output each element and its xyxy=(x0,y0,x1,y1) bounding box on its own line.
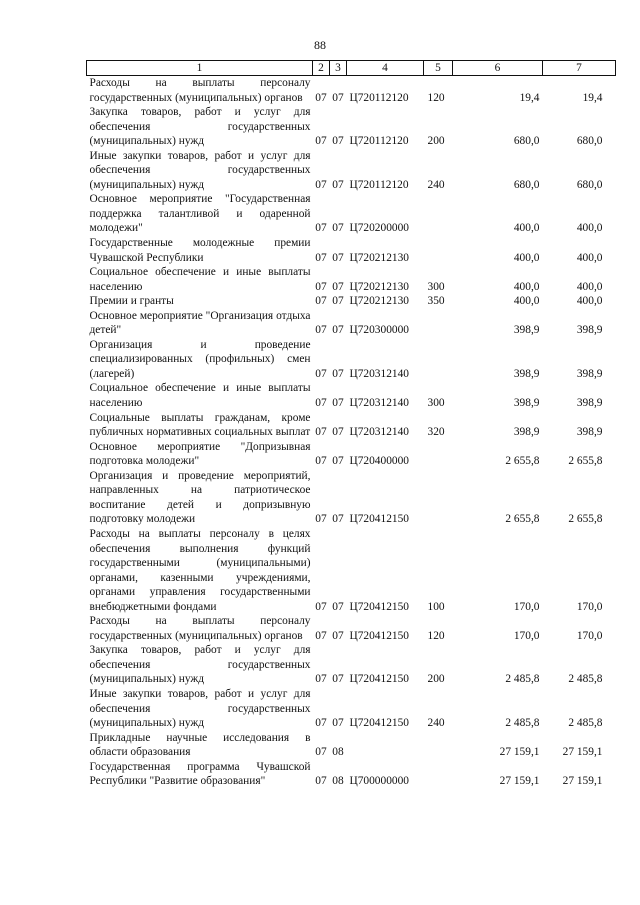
row-amount-col7: 398,9 xyxy=(576,426,603,439)
row-expense-type: 200 xyxy=(427,673,445,686)
row-subsection: 07 xyxy=(332,91,344,104)
row-subsection: 07 xyxy=(332,324,344,337)
row-subsection: 07 xyxy=(332,513,344,526)
row-name: Организация и проведение мероприятий, направленных на патриотическое воспитание детей и допризывную подготовку молодежи xyxy=(89,469,311,526)
row-amount-col7: 170,0 xyxy=(576,629,603,642)
row-target-article: Ц720412150 xyxy=(349,673,409,686)
row-amount-col7: 400,0 xyxy=(576,251,603,264)
row-amount-col6: 27 159,1 xyxy=(499,746,540,759)
header-col-7: 7 xyxy=(543,61,616,76)
row-subsection: 07 xyxy=(332,295,344,308)
row-subsection: 07 xyxy=(332,280,344,293)
table-row xyxy=(87,338,616,382)
row-target-article: Ц720412150 xyxy=(349,600,409,613)
row-section: 07 xyxy=(315,775,327,788)
row-section: 07 xyxy=(315,746,327,759)
row-name: Закупка товаров, работ и услуг для обеспечения государственных (муниципальных) нужд xyxy=(89,644,311,686)
row-amount-col6: 2 655,8 xyxy=(505,513,540,526)
row-name: Основное мероприятие "Государственная поддержка талантливой и одаренной молодежи" xyxy=(89,193,311,235)
header-col-6: 6 xyxy=(453,61,543,76)
row-target-article: Ц720312140 xyxy=(349,426,409,439)
row-section: 07 xyxy=(315,91,327,104)
row-section: 07 xyxy=(315,673,327,686)
row-expense-type: 300 xyxy=(427,397,445,410)
row-expense-type xyxy=(424,309,453,338)
row-amount-col6: 27 159,1 xyxy=(499,775,540,788)
table-row xyxy=(87,76,616,106)
header-col-1: 1 xyxy=(87,61,313,76)
table-row xyxy=(87,294,616,309)
row-section: 07 xyxy=(315,251,327,264)
row-target-article: Ц720112120 xyxy=(349,178,409,191)
row-amount-col7: 27 159,1 xyxy=(562,746,603,759)
row-name: Расходы на выплаты персоналу государственных (муниципальных) органов xyxy=(89,77,311,104)
table-row xyxy=(87,236,616,265)
row-amount-col6: 19,4 xyxy=(519,91,540,104)
row-target-article: Ц720300000 xyxy=(349,324,409,337)
row-subsection: 07 xyxy=(332,717,344,730)
row-section: 07 xyxy=(315,600,327,613)
row-amount-col6: 398,9 xyxy=(513,367,540,380)
row-target-article: Ц720212130 xyxy=(349,295,409,308)
row-name: Премии и гранты xyxy=(89,295,174,308)
row-amount-col6: 398,9 xyxy=(513,397,540,410)
row-section: 07 xyxy=(315,717,327,730)
row-name: Государственная программа Чувашской Республики "Развитие образования" xyxy=(89,760,311,788)
row-name: Расходы на выплаты персоналу государственных (муниципальных) органов xyxy=(89,615,311,642)
row-name: Расходы на выплаты персоналу в целях обеспечения выполнения функций государственными (муниципальными) органами, казенными учреждениями, органами управления государственными внебюджетными фондами xyxy=(89,527,311,613)
row-section: 07 xyxy=(315,324,327,337)
row-section: 07 xyxy=(315,222,327,235)
row-expense-type xyxy=(424,760,453,789)
row-name: Социальное обеспечение и иные выплаты населению xyxy=(89,382,311,410)
row-amount-col7: 680,0 xyxy=(576,135,603,148)
row-amount-col7: 398,9 xyxy=(576,397,603,410)
row-amount-col7: 398,9 xyxy=(576,324,603,337)
table-body xyxy=(87,76,616,789)
row-amount-col7: 2 655,8 xyxy=(568,455,603,468)
row-target-article: Ц720412150 xyxy=(349,629,409,642)
row-section: 07 xyxy=(315,455,327,468)
row-amount-col6: 400,0 xyxy=(513,251,540,264)
row-target-article: Ц720112120 xyxy=(349,91,409,104)
row-section: 07 xyxy=(315,397,327,410)
row-expense-type: 300 xyxy=(427,280,445,293)
table-row xyxy=(87,614,616,643)
row-subsection: 07 xyxy=(332,673,344,686)
row-subsection: 07 xyxy=(332,455,344,468)
row-subsection: 08 xyxy=(332,746,344,759)
row-name: Социальное обеспечение и иные выплаты населению xyxy=(89,266,311,293)
row-amount-col6: 398,9 xyxy=(513,324,540,337)
row-section: 07 xyxy=(315,426,327,439)
row-target-article: Ц720212130 xyxy=(349,280,409,293)
row-name: Иные закупки товаров, работ и услуг для обеспечения государственных (муниципальных) нужд xyxy=(89,149,311,191)
table-row xyxy=(87,731,616,760)
row-amount-col7: 2 655,8 xyxy=(568,513,603,526)
row-expense-type: 120 xyxy=(427,629,445,642)
budget-table xyxy=(86,60,616,789)
row-expense-type: 240 xyxy=(427,717,445,730)
row-subsection: 07 xyxy=(332,135,344,148)
row-amount-col7: 680,0 xyxy=(576,178,603,191)
table-row xyxy=(87,411,616,440)
row-amount-col6: 400,0 xyxy=(513,222,540,235)
table-row xyxy=(87,265,616,294)
row-amount-col6: 400,0 xyxy=(513,295,540,308)
header-col-5: 5 xyxy=(424,61,453,76)
row-subsection: 07 xyxy=(332,629,344,642)
row-subsection: 07 xyxy=(332,397,344,410)
row-section: 07 xyxy=(315,629,327,642)
row-target-article xyxy=(347,731,424,760)
row-amount-col7: 400,0 xyxy=(576,280,603,293)
table-row xyxy=(87,440,616,469)
table-row xyxy=(87,149,616,193)
row-section: 07 xyxy=(315,367,327,380)
header-row xyxy=(87,61,616,76)
row-target-article: Ц700000000 xyxy=(349,775,409,788)
row-target-article: Ц720312140 xyxy=(349,367,409,380)
row-section: 07 xyxy=(315,280,327,293)
row-name: Основное мероприятие "Допризывная подготовка молодежи" xyxy=(89,440,311,468)
table-row xyxy=(87,381,616,410)
row-target-article: Ц720412150 xyxy=(349,717,409,730)
row-expense-type: 350 xyxy=(427,295,445,308)
row-target-article: Ц720312140 xyxy=(349,397,409,410)
row-subsection: 07 xyxy=(332,367,344,380)
row-amount-col6: 170,0 xyxy=(513,600,540,613)
header-col-3: 3 xyxy=(330,61,347,76)
row-expense-type: 200 xyxy=(427,135,445,148)
row-subsection: 07 xyxy=(332,426,344,439)
table-row xyxy=(87,643,616,687)
row-expense-type: 120 xyxy=(427,91,445,104)
row-target-article: Ц720400000 xyxy=(349,455,409,468)
row-expense-type xyxy=(424,731,453,760)
row-target-article: Ц720200000 xyxy=(349,222,409,235)
row-amount-col7: 19,4 xyxy=(582,91,603,104)
row-amount-col6: 2 655,8 xyxy=(505,455,540,468)
row-amount-col6: 680,0 xyxy=(513,135,540,148)
row-expense-type: 320 xyxy=(427,426,445,439)
row-name: Закупка товаров, работ и услуг для обеспечения государственных (муниципальных) нужд xyxy=(89,106,311,148)
row-section: 07 xyxy=(315,295,327,308)
row-amount-col6: 400,0 xyxy=(513,280,540,293)
row-section: 07 xyxy=(315,178,327,191)
header-col-2: 2 xyxy=(313,61,330,76)
row-amount-col6: 2 485,8 xyxy=(505,717,540,730)
row-amount-col7: 400,0 xyxy=(576,222,603,235)
table-row xyxy=(87,527,616,614)
table-row xyxy=(87,469,616,527)
row-amount-col6: 170,0 xyxy=(513,629,540,642)
row-amount-col7: 398,9 xyxy=(576,367,603,380)
row-amount-col6: 680,0 xyxy=(513,178,540,191)
row-name: Организация и проведение специализированных (профильных) смен (лагерей) xyxy=(89,338,311,380)
table-row xyxy=(87,309,616,338)
row-expense-type xyxy=(424,469,453,527)
row-amount-col7: 2 485,8 xyxy=(568,717,603,730)
row-expense-type xyxy=(424,236,453,265)
row-name: Государственные молодежные премии Чувашской Республики xyxy=(89,237,311,264)
table-row xyxy=(87,105,616,149)
row-target-article: Ц720412150 xyxy=(349,513,409,526)
row-amount-col7: 400,0 xyxy=(576,295,603,308)
row-subsection: 07 xyxy=(332,600,344,613)
header-col-4: 4 xyxy=(347,61,424,76)
row-subsection: 07 xyxy=(332,251,344,264)
row-target-article: Ц720212130 xyxy=(349,251,409,264)
row-section: 07 xyxy=(315,135,327,148)
row-subsection: 08 xyxy=(332,775,344,788)
row-expense-type: 240 xyxy=(427,178,445,191)
row-amount-col7: 170,0 xyxy=(576,600,603,613)
row-name: Основное мероприятие "Организация отдыха детей" xyxy=(89,309,311,337)
row-name: Иные закупки товаров, работ и услуг для обеспечения государственных (муниципальных) нужд xyxy=(89,687,311,730)
table-row xyxy=(87,760,616,789)
row-expense-type xyxy=(424,440,453,469)
row-expense-type: 100 xyxy=(427,600,445,613)
row-section: 07 xyxy=(315,513,327,526)
row-amount-col6: 2 485,8 xyxy=(505,673,540,686)
table-row xyxy=(87,687,616,731)
row-subsection: 07 xyxy=(332,178,344,191)
row-target-article: Ц720112120 xyxy=(349,135,409,148)
row-subsection: 07 xyxy=(332,222,344,235)
row-amount-col6: 398,9 xyxy=(513,426,540,439)
row-expense-type xyxy=(424,192,453,236)
table-row xyxy=(87,192,616,236)
row-name: Социальные выплаты гражданам, кроме публичных нормативных социальных выплат xyxy=(89,411,311,439)
page-number: 88 xyxy=(314,38,326,52)
row-amount-col7: 27 159,1 xyxy=(562,775,603,788)
row-name: Прикладные научные исследования в области образования xyxy=(89,731,311,759)
row-amount-col7: 2 485,8 xyxy=(568,673,603,686)
row-expense-type xyxy=(424,338,453,382)
